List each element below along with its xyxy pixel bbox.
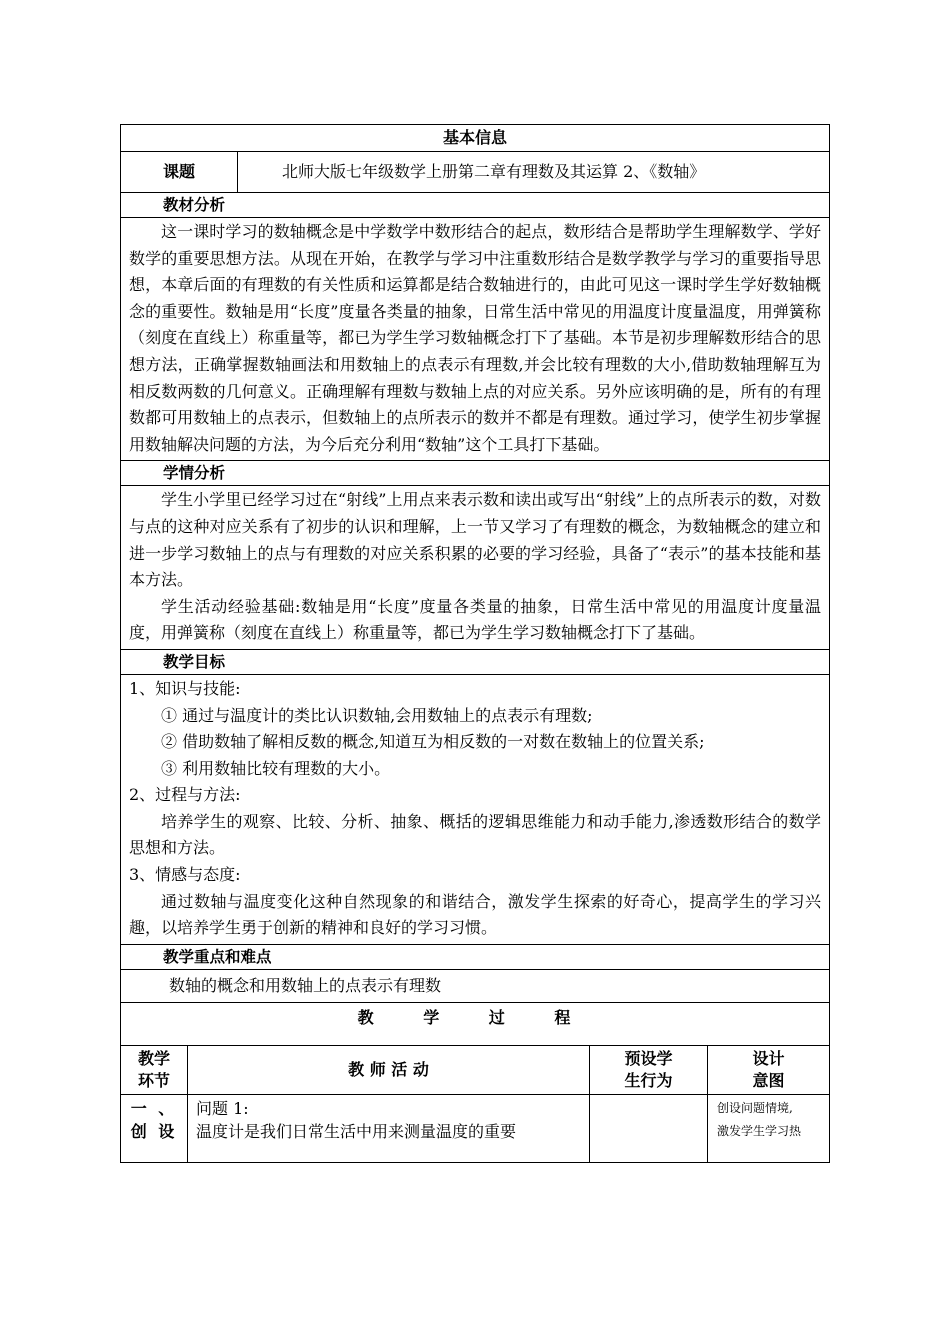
teaching-process-heading: 教 学 过 程 <box>121 1002 830 1045</box>
column-header-design <box>708 1045 830 1094</box>
table-row-stage <box>121 1094 188 1162</box>
teaching-process-table <box>120 1045 830 1163</box>
student-analysis-body <box>121 486 830 650</box>
knowledge-skills-title: 1、知识与技能: <box>129 678 241 698</box>
material-analysis-heading: 教材分析 <box>121 193 830 218</box>
student-analysis-heading: 学情分析 <box>121 461 830 486</box>
column-header-student-line-1: 预设学 <box>624 1048 673 1068</box>
process-method-goal: 培养学生的观察、比较、分析、抽象、概括的逻辑思维能力和动手能力,渗透数形结合的数学思想和方法。 <box>129 811 822 858</box>
design-intent-line-2: 激发学生学习热 <box>717 1123 802 1138</box>
topic-label: 课题 <box>121 152 238 193</box>
basic-info-table <box>120 124 830 1046</box>
column-header-teacher: 教 师 活 动 <box>188 1045 590 1094</box>
emotion-attitude-goal: 通过数轴与温度变化这种自然现象的和谐结合，激发学生探索的好奇心，提高学生的学习兴趣，以培养学生勇于创新的精神和良好的学习习惯。 <box>129 891 822 938</box>
material-analysis-body <box>121 218 830 461</box>
teacher-activity-line-1: 问题 1: <box>196 1098 249 1118</box>
table-row-design-intent <box>708 1094 830 1162</box>
lesson-plan-document <box>120 124 829 1163</box>
knowledge-goal-2: ② 借助数轴了解相反数的概念,知道互为相反数的一对数在数轴上的位置关系; <box>161 732 705 752</box>
material-analysis-text: 这一课时学习的数轴概念是中学数学中数形结合的起点，数形结合是帮助学生理解数学、学好数学的重要思想方法。从现在开始，在教学与学习中注重数形结合是数学教学与学习的重要指导思想，本章后面的有理数的有关性质和运算都是结合数轴进行的，由此可见这一课时学生学好数轴概念的重要性。数轴是用“长度”度量各类量的抽象，日常生活中常见的用温度计度量温度，用弹簧称（刻度在直线上）称重量等，都已为学生学习数轴概念打下了基础。本节是初步理解数形结合的思想方法，正确掌握数轴画法和用数轴上的点表示有理数,并会比较有理数的大小,借助数轴理解互为相反数两数的几何意义。正确理解有理数与数轴上点的对应关系。另外应该明确的是，所有的有理数都可用数轴上的点表示，但数轴上的点所表示的数并不都是有理数。通过学习，使学生初步掌握用数轴解决问题的方法，为今后充分利用“数轴”这个工具打下基础。 <box>129 222 822 454</box>
knowledge-goal-3: ③ 利用数轴比较有理数的大小。 <box>161 758 391 778</box>
teaching-goals-heading: 教学目标 <box>121 649 830 674</box>
column-header-student-line-2: 生行为 <box>624 1070 673 1090</box>
column-header-stage-line-2: 环节 <box>137 1070 170 1090</box>
student-analysis-paragraph-2: 学生活动经验基础:数轴是用“长度”度量各类量的抽象，日常生活中常见的用温度计度量温度，用弹簧称（刻度在直线上）称重量等，都已为学生学习数轴概念打下了基础。 <box>129 596 822 643</box>
column-header-stage <box>121 1045 188 1094</box>
stage-line-2: 创 设 <box>130 1121 178 1141</box>
stage-line-1: 一 、 <box>130 1098 178 1118</box>
column-header-design-line-2: 意图 <box>752 1070 785 1090</box>
teacher-activity-line-2: 温度计是我们日常生活中用来测量温度的重要 <box>196 1121 517 1141</box>
column-header-design-line-1: 设计 <box>752 1048 785 1068</box>
knowledge-goal-1: ① 通过与温度计的类比认识数轴,会用数轴上的点表示有理数; <box>161 705 593 725</box>
column-header-student <box>590 1045 708 1094</box>
key-points-heading: 教学重点和难点 <box>121 944 830 969</box>
teaching-goals-body <box>121 674 830 944</box>
design-intent-line-1: 创设问题情境, <box>717 1100 793 1115</box>
table-row-student-behavior <box>590 1094 708 1162</box>
key-points-text: 数轴的概念和用数轴上的点表示有理数 <box>121 969 830 1002</box>
emotion-attitude-title: 3、情感与态度: <box>129 865 241 885</box>
column-header-stage-line-1: 教学 <box>137 1048 170 1068</box>
topic-value: 北师大版七年级数学上册第二章有理数及其运算 2、《数轴》 <box>238 152 830 193</box>
table-row-teacher-activity <box>188 1094 590 1162</box>
student-analysis-paragraph-1: 学生小学里已经学习过在“射线”上用点来表示数和读出或写出“射线”上的点所表示的数，对数与点的这种对应关系有了初步的认识和理解，上一节又学习了有理数的概念，为数轴概念的建立和进一步学习数轴上的点与有理数的对应关系积累的必要的学习经验，具备了“表示”的基本技能和基本方法。 <box>129 490 822 590</box>
basic-info-header: 基本信息 <box>121 125 830 152</box>
process-method-title: 2、过程与方法: <box>129 785 241 805</box>
